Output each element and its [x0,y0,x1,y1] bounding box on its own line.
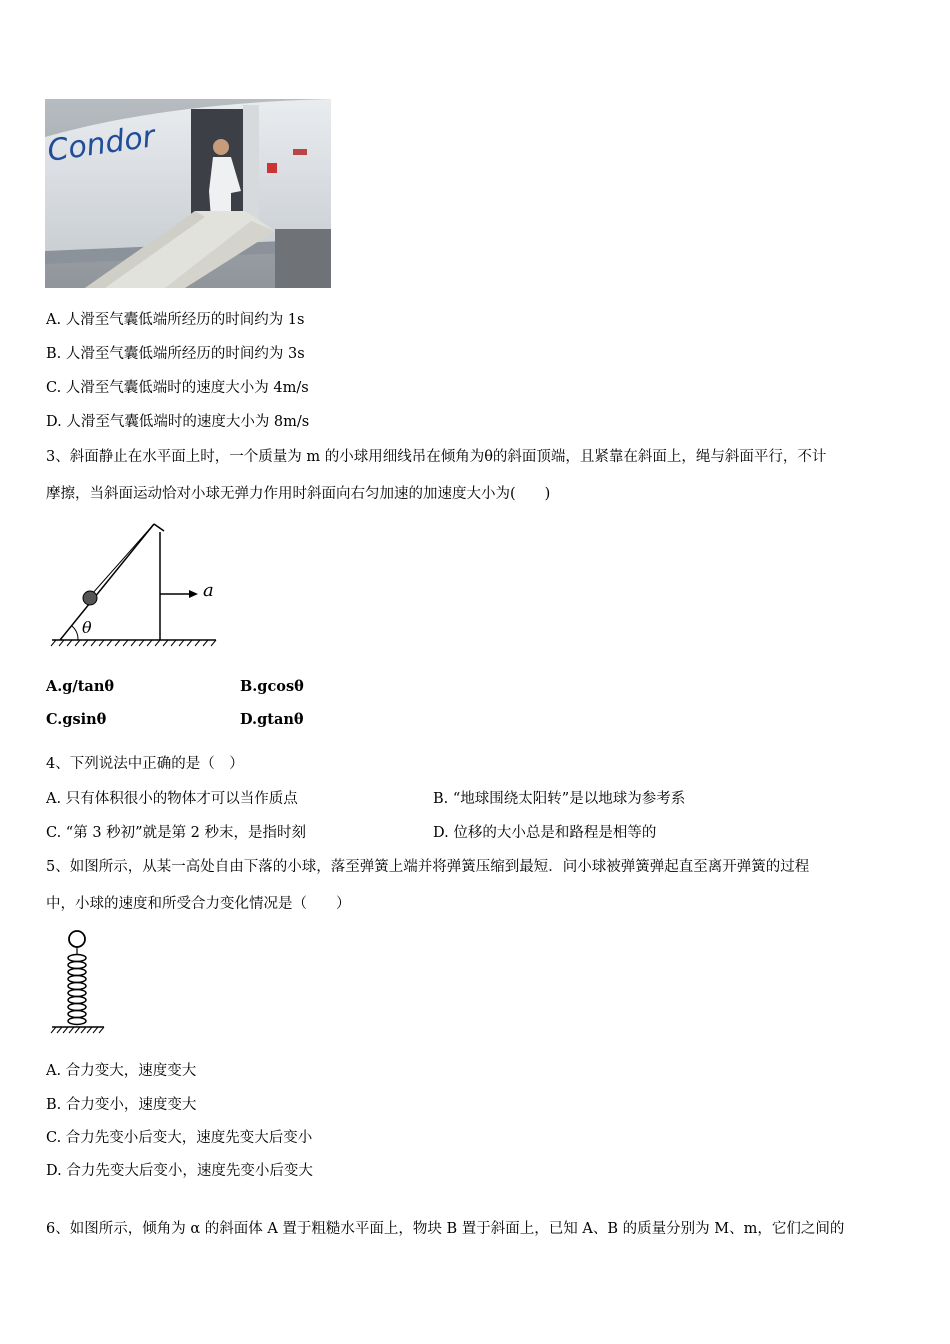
q3-stem-line1: 3、斜面静止在水平面上时，一个质量为 m 的小球用细线吊在倾角为θ的斜面顶端，且紧靠在斜面上，绳与斜面平行，不计 [46,449,827,465]
q4-option-d: D. 位移的大小总是和路程是相等的 [433,825,657,841]
q5-stem-line2: 中，小球的速度和所受合力变化情况是（ ） [46,896,351,912]
acceleration-label: a [203,580,214,601]
q2-option-d: D. 人滑至气囊低端时的速度大小为 8m/s [46,414,310,430]
q3-option-c: C.gsinθ [46,711,107,728]
q2-option-b: B. 人滑至气囊低端所经历的时间约为 3s [46,346,305,362]
q3-option-a: A.g/tanθ [46,678,115,695]
airplane-slide-photo [45,99,331,288]
q5-stem-line1: 5、如图所示，从某一高处自由下落的小球，落至弹簧上端并将弹簧压缩到最短．问小球被弹簧弹起直至离开弹簧的过程 [46,859,810,875]
q3-option-b: B.gcosθ [240,678,304,695]
q4-option-b: B. “地球围绕太阳转”是以地球为参考系 [433,791,686,807]
q5-option-b: B. 合力变小，速度变大 [46,1097,197,1113]
q3-stem-line2: 摩擦，当斜面运动恰对小球无弹力作用时斜面向右匀加速的加速度大小为( ) [46,486,551,502]
q5-option-c: C. 合力先变小后变大，速度先变大后变小 [46,1130,313,1146]
q6-stem-line1: 6、如图所示，倾角为 α 的斜面体 A 置于粗糙水平面上，物块 B 置于斜面上，已知 A、B 的质量分别为 M、m，它们之间的 [46,1221,845,1237]
q2-option-a: A. 人滑至气囊低端所经历的时间约为 1s [46,312,305,328]
q5-option-a: A. 合力变大，速度变大 [46,1063,197,1079]
q2-option-c: C. 人滑至气囊低端时的速度大小为 4m/s [46,380,309,396]
incline-diagram [48,514,223,649]
q4-stem: 4、下列说法中正确的是（ ） [46,756,244,772]
angle-label: θ [82,618,92,637]
q5-option-d: D. 合力先变大后变小，速度先变小后变大 [46,1163,313,1179]
q4-option-a: A. 只有体积很小的物体才可以当作质点 [46,791,298,807]
spring-ball-diagram [48,926,108,1038]
q3-option-d: D.gtanθ [240,711,304,728]
q4-option-c: C. “第 3 秒初”就是第 2 秒末，是指时刻 [46,825,307,841]
condor-logo-text: Condor [45,119,158,169]
